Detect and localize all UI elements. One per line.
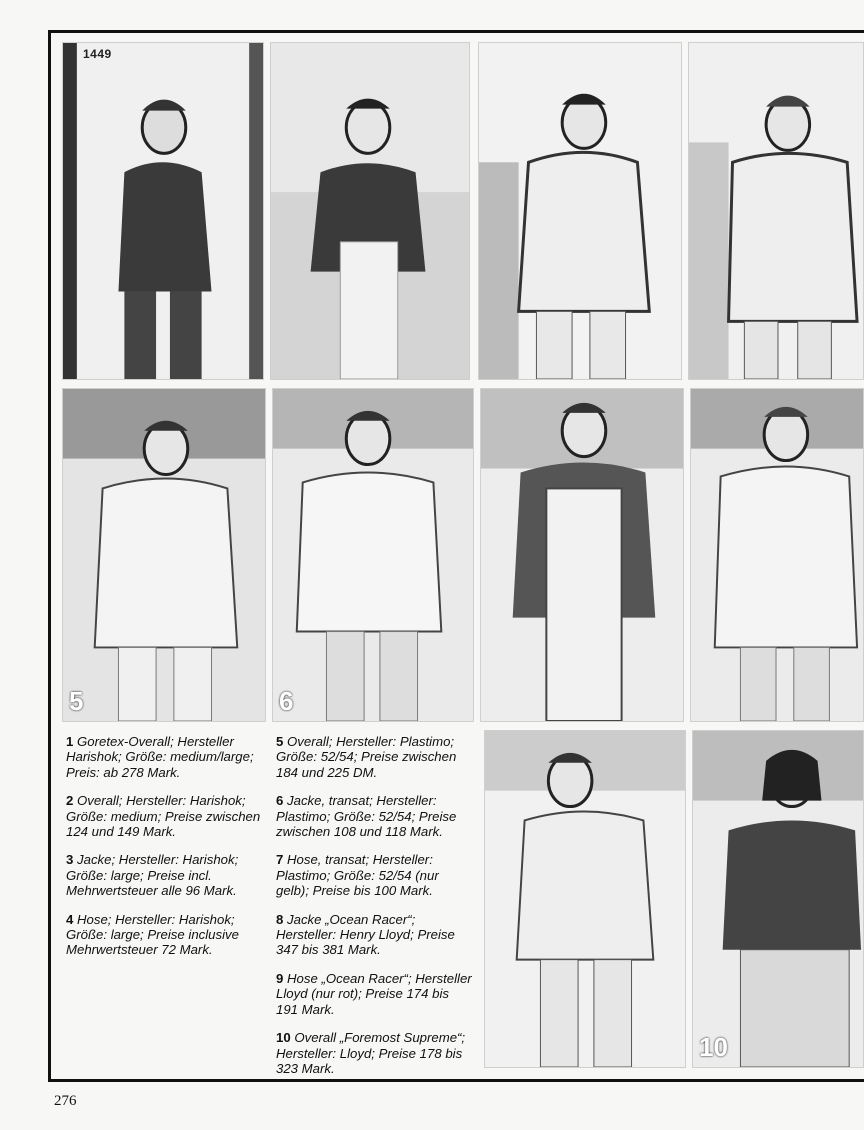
photo-5 [62, 388, 266, 722]
caption-5: 5 Overall; Hersteller: Plastimo; Größe: 52/54; Preise zwischen 184 und 225 DM. [276, 734, 457, 780]
captions-right [276, 734, 474, 1089]
photo-number-label: 5 [69, 686, 84, 716]
caption-3: 3 Jacke; Hersteller: Harishok; Größe: large; Preise incl. Mehrwertsteuer alle 96 Mark. [66, 852, 239, 899]
caption-9: 9 Hose „Ocean Racer“; Hersteller Lloyd (nur rot); Preise 174 bis 191 Mark. [276, 970, 472, 1017]
photo-1 [62, 42, 264, 380]
page-number: 276 [54, 1093, 77, 1109]
caption-4: 4 Hose; Hersteller: Harishok; Größe: large; Preise inclusive Mehrwertsteuer 72 Mark. [66, 911, 239, 958]
caption-1: 1 Goretex-Overall; Hersteller Harishok; Größe: medium/large; Preis: ab 278 Mark. [66, 734, 254, 780]
caption-10: 10 Overall „Foremost Supreme“; Hersteller: Lloyd; Preise 178 bis 323 Mark. [276, 1030, 466, 1076]
photo-7 [480, 388, 684, 722]
captions-left [66, 734, 266, 971]
photo-6 [272, 388, 474, 722]
photo-2 [270, 42, 470, 380]
photo-3 [478, 42, 682, 380]
sail-number: 1449 [83, 47, 112, 61]
caption-8: 8 Jacke „Ocean Racer“; Hersteller: Henry Lloyd; Preise 347 bis 381 Mark. [276, 911, 455, 958]
photo-10 [692, 730, 864, 1068]
photo-number-label: 10 [699, 1032, 728, 1062]
photo-8 [690, 388, 864, 722]
photo-4 [688, 42, 864, 380]
photo-number-label: 6 [279, 686, 294, 716]
caption-7: 7 Hose, transat; Hersteller: Plastimo; Größe: 52/54 (nur gelb); Preise bis 100 Mark. [276, 852, 439, 899]
caption-2: 2 Overall; Hersteller: Harishok; Größe: medium; Preise zwischen 124 und 149 Mark. [66, 793, 261, 840]
caption-6: 6 Jacke, transat; Hersteller: Plastimo; Größe: 52/54; Preise zwischen 108 und 118 Mark. [276, 793, 457, 840]
photo-9 [484, 730, 686, 1068]
